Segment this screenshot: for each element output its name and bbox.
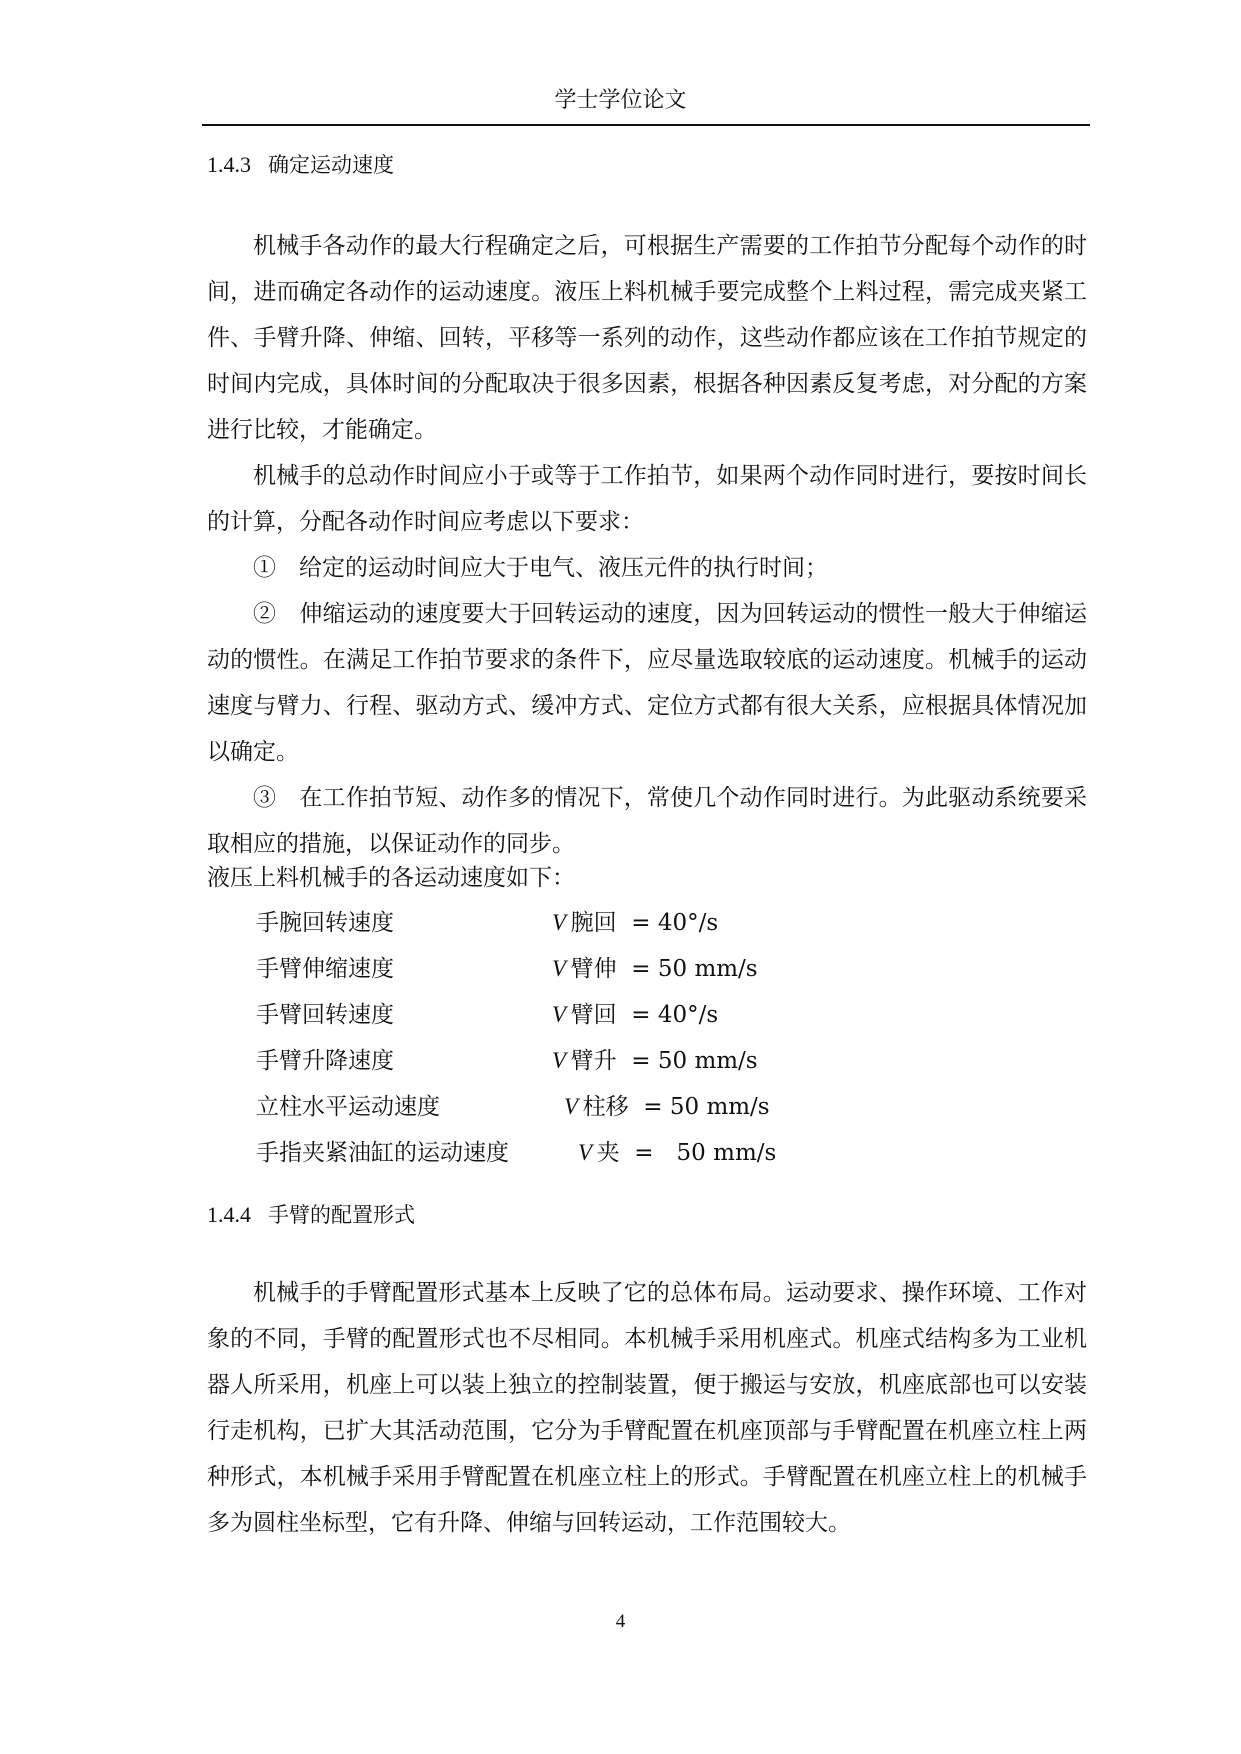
- speed-row: [256, 946, 956, 992]
- running-header: 学士学位论文: [554, 88, 687, 113]
- list-item-1: ① 给定的运动时间应大于电气、液压元件的执行时间；: [253, 555, 828, 581]
- speed-formula: V 臂升 = 50 mm/s: [552, 1048, 758, 1074]
- speed-label: 手腕回转速度: [256, 910, 394, 936]
- speed-formula: V 腕回 = 40°/s: [552, 910, 719, 936]
- section-number: 1.4.4: [207, 1202, 251, 1227]
- list-item-3: ③ 在工作拍节短、动作多的情况下，常使几个动作同时进行。为此驱动系统要采取相应的措施，以保证动作的同步。: [207, 785, 1087, 857]
- speed-row: [256, 992, 956, 1038]
- paragraph: 机械手的手臂配置形式基本上反映了它的总体布局。运动要求、操作环境、工作对象的不同，手臂的配置形式也不尽相同。本机械手采用机座式。机座式结构多为工业机器人所采用，机座上可以装上独立的控制装置，便于搬运与安放，机座底部也可以安装行走机构，已扩大其活动范围，它分为手臂配置在机座顶部与手臂配置在机座立柱上两种形式，本机械手采用手臂配置在机座立柱上的形式。手臂配置在机座立柱上的机械手多为圆柱坐标型，它有升降、伸缩与回转运动，工作范围较大。: [207, 1280, 1087, 1536]
- speed-label: 立柱水平运动速度: [256, 1094, 440, 1120]
- section-title: 确定运动速度: [268, 153, 394, 177]
- speed-row: [256, 1038, 956, 1084]
- speed-label: 手臂伸缩速度: [256, 956, 394, 982]
- speed-label: 手臂回转速度: [256, 1002, 394, 1028]
- section-number: 1.4.3: [207, 152, 251, 177]
- paragraph: 机械手各动作的最大行程确定之后，可根据生产需要的工作拍节分配每个动作的时间，进而确定各动作的运动速度。液压上料机械手要完成整个上料过程，需完成夹紧工件、手臂升降、伸缩、回转，平移等一系列的动作，这些动作都应该在工作拍节规定的时间内完成，具体时间的分配取决于很多因素，根据各种因素反复考虑，对分配的方案进行比较，才能确定。: [207, 233, 1087, 443]
- section-title: 手臂的配置形式: [268, 1203, 415, 1227]
- paragraph: 机械手的总动作时间应小于或等于工作拍节，如果两个动作同时进行，要按时间长的计算，分配各动作时间应考虑以下要求：: [207, 463, 1087, 535]
- section-heading-1-4-4: [207, 1200, 415, 1231]
- list-item-2: ② 伸缩运动的速度要大于回转运动的速度，因为回转运动的惯性一般大于伸缩运动的惯性。在满足工作拍节要求的条件下，应尽量选取较底的运动速度。机械手的运动速度与臂力、行程、驱动方式、缓冲方式、定位方式都有很大关系，应根据具体情况加以确定。: [207, 601, 1087, 765]
- speed-formula: V 柱移 = 50 mm/s: [564, 1094, 770, 1120]
- speed-formula: V 夹 = 50 mm/s: [578, 1140, 777, 1166]
- speed-formula: V 臂回 = 40°/s: [552, 1002, 719, 1028]
- speed-label: 手臂升降速度: [256, 1048, 394, 1074]
- speed-label: 手指夹紧油缸的运动速度: [256, 1140, 509, 1166]
- speed-formula: V 臂伸 = 50 mm/s: [552, 956, 758, 982]
- section-heading-1-4-3: [207, 150, 394, 181]
- header-divider: [202, 124, 1090, 126]
- page-number: 4: [615, 1611, 626, 1632]
- speed-list: [256, 900, 956, 1176]
- speed-row: [256, 1130, 956, 1176]
- speed-row: [256, 900, 956, 946]
- speeds-intro: 液压上料机械手的各运动速度如下：: [207, 865, 575, 891]
- speed-row: [256, 1084, 956, 1130]
